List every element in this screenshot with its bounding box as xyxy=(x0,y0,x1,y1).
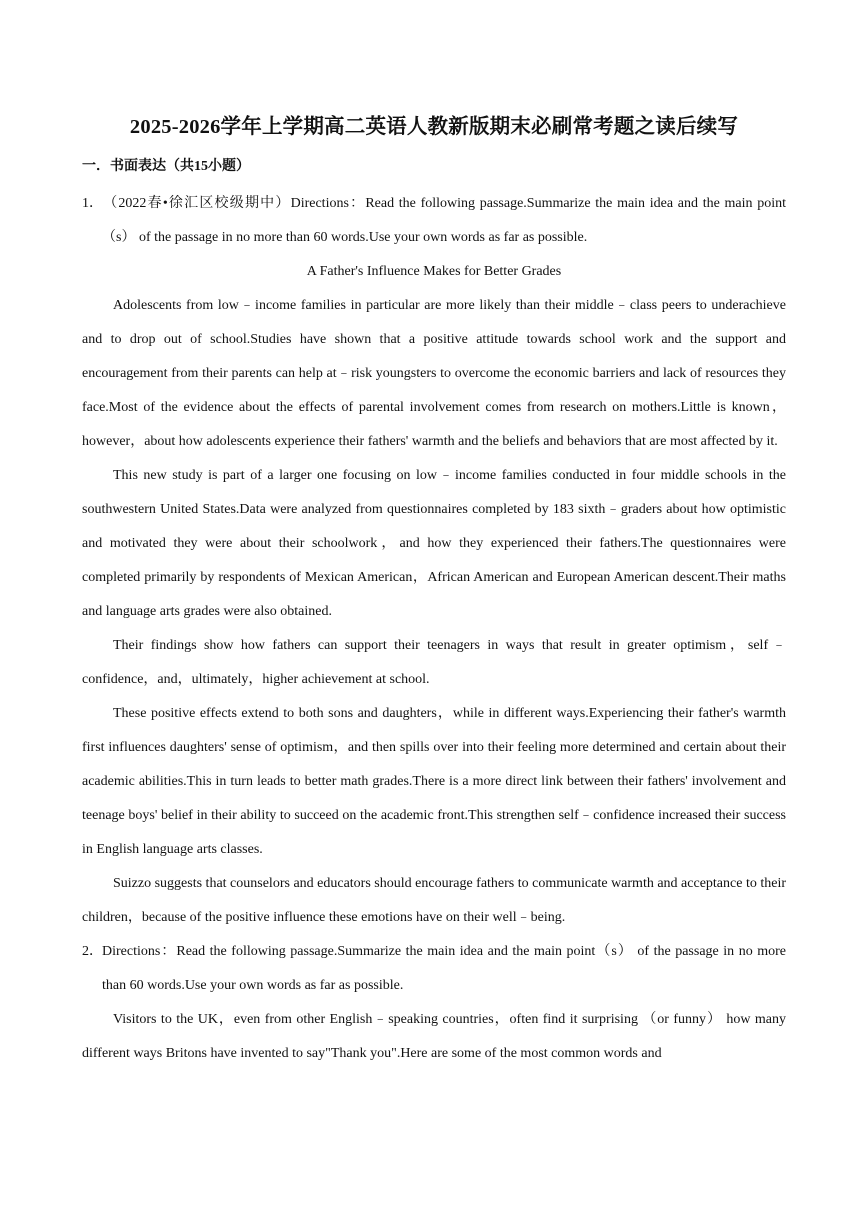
question-number: 2． xyxy=(82,944,103,959)
question-directions-text: Directions：Read the following passage.Summarize the main idea and the main point（s） of the passage in no more than 60 words.Use your own words as far as possible. xyxy=(102,944,786,993)
passage-paragraph: Their findings show how fathers can support their teenagers in ways that result in greater optimism，self﹣confidence，and，ultimately，higher achievement at school. xyxy=(82,638,786,687)
question-2-directions xyxy=(82,935,786,1003)
passage-paragraph: Adolescents from low﹣income families in particular are more likely than their middle﹣class peers to underachieve and to drop out of school.Studies have shown that a positive attitude towards school work and the support and encouragement from their parents can help at﹣risk youngsters to overcome the economic barriers and lack of resources they face.Most of the evidence about the effects of parental involvement comes from research on mothers.Little is known，however，about how adolescents experience their fathers' warmth and the beliefs and behaviors that are most affected by it. xyxy=(82,298,786,449)
document-content xyxy=(82,187,786,1071)
question-directions-text: Directions：Read the following passage.Summarize the main idea and the main point（s） of the passage in no more than 60 words.Use your own words as far as possible. xyxy=(102,196,786,245)
passage-paragraph: This new study is part of a larger one focusing on low﹣income families conducted in four middle schools in the southwestern United States.Data were analyzed from questionnaires completed by 183 sixth﹣graders about how optimistic and motivated they were about their schoolwork，and how they experienced their fathers.The questionnaires were completed primarily by respondents of Mexican American，African American and European American descent.Their maths and language arts grades were also obtained. xyxy=(82,468,786,619)
question-1-directions xyxy=(82,187,786,255)
passage-paragraph: Suizzo suggests that counselors and educators should encourage fathers to communicate warmth and acceptance to their children，because of the positive influence these emotions have on their well﹣being. xyxy=(82,876,786,925)
passage-title: A Father's Influence Makes for Better Grades xyxy=(306,264,562,279)
section-heading: 一．书面表达（共15小题） xyxy=(82,159,250,174)
passage-paragraph: These positive effects extend to both sons and daughters，while in different ways.Experiencing their father's warmth first influences daughters' sense of optimism，and then spills over into their feeling more determined and certain about their academic abilities.This in turn leads to better math grades.There is a more direct link between their fathers' involvement and teenage boys' belief in their ability to succeed on the academic front.This strengthen self﹣confidence increased their success in English language arts classes. xyxy=(82,706,786,857)
question-number: 1． xyxy=(82,196,103,211)
passage-paragraph: Visitors to the UK，even from other English﹣speaking countries，often find it surprising （or funny） how many different ways Britons have invented to say"Thank you".Here are some of the most common words and xyxy=(82,1012,786,1061)
document-title: 2025-2026学年上学期高二英语人教新版期末必刷常考题之读后续写 xyxy=(129,116,739,138)
question-source: （2022春•徐汇区校级期中） xyxy=(102,196,291,211)
